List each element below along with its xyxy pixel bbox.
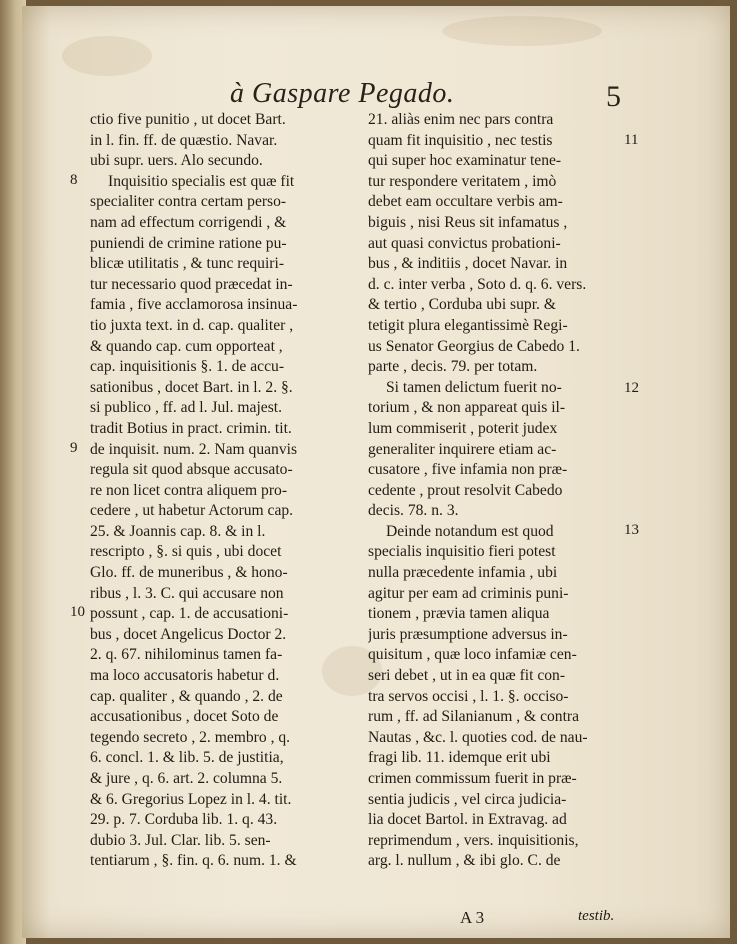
margin-number: 12 <box>624 380 639 396</box>
text-line: & tertio , Corduba ubi supr. & <box>368 296 556 314</box>
text-line: seri debet , ut in ea quæ fit con- <box>368 667 566 685</box>
text-line: fragi lib. 11. idemque erit ubi <box>368 749 551 767</box>
text-line: reprimendum , vers. inquisitionis, <box>368 831 579 849</box>
text-line: sationibus , docet Bart. in l. 2. §. <box>90 378 293 396</box>
text-line: famia , five acclamorosa insinua- <box>90 296 298 314</box>
right-text-column <box>368 110 624 872</box>
text-line: quisitum , quæ loco infamiæ cen- <box>368 646 577 664</box>
paper-stain <box>442 16 602 46</box>
text-line: si publico , ff. ad l. Jul. majest. <box>90 399 283 417</box>
text-line: agitur per eam ad criminis puni- <box>368 584 569 602</box>
text-line: juris præsumptione adversus in- <box>368 625 568 643</box>
text-line: 6. concl. 1. & lib. 5. de justitia, <box>90 749 284 767</box>
text-line: tra servos occisi , l. 1. §. occiso- <box>368 687 569 705</box>
text-line: cedere , ut habetur Actorum cap. <box>90 502 294 520</box>
text-line: d. c. inter verba , Soto d. q. 6. vers. <box>368 275 587 293</box>
text-line: us Senator Georgius de Cabedo 1. <box>368 337 580 355</box>
text-line: crimen commissum fuerit in præ- <box>368 770 577 787</box>
paper-stain <box>62 36 152 76</box>
text-line: accusationibus , docet Soto de <box>90 708 279 726</box>
text-line: re non licet contra aliquem pro- <box>90 481 288 499</box>
text-line: rum , ff. ad Silanianum , & contra <box>368 708 580 726</box>
text-line: puniendi de crimine ratione pu- <box>90 234 287 252</box>
left-text-column <box>90 110 358 872</box>
text-line: 21. aliàs enim nec pars contra <box>368 111 554 128</box>
page-number: 5 <box>606 80 621 113</box>
text-line: & quando cap. cum opporteat , <box>90 337 283 355</box>
text-line: biguis , nisi Reus sit infamatus , <box>368 213 568 231</box>
text-line: nam ad effectum corrigendi , & <box>90 213 287 231</box>
margin-number: 13 <box>624 522 639 538</box>
text-line: 25. & Joannis cap. 8. & in l. <box>90 522 266 540</box>
text-line: possunt , cap. 1. de accusationi- <box>90 605 289 623</box>
text-line: tionem , prævia tamen aliqua <box>368 605 550 623</box>
text-line: 2. q. 67. nihilominus tamen fa- <box>90 646 283 664</box>
text-line: generaliter inquirere etiam ac- <box>368 440 557 458</box>
margin-number: 9 <box>70 440 78 456</box>
text-line: quam fit inquisitio , nec testis <box>368 131 553 149</box>
margin-number: 8 <box>70 172 78 188</box>
text-line: arg. l. nullum , & ibi glo. C. de <box>368 852 561 870</box>
text-line: debet eam occultare verbis am- <box>368 193 563 211</box>
text-line: rescripto , §. si quis , ubi docet <box>90 543 282 561</box>
margin-number: 11 <box>624 132 639 148</box>
text-line: cusatore , five infamia non præ- <box>368 461 568 479</box>
text-line: ubi supr. uers. Alo secundo. <box>90 152 263 170</box>
text-line: Deinde notandum est quod <box>386 522 554 540</box>
text-line: tentiarum , §. fin. q. 6. num. 1. & <box>90 852 297 870</box>
text-line: bus , & inditiis , docet Navar. in <box>368 255 568 273</box>
text-line: dubio 3. Jul. Clar. lib. 5. sen- <box>90 831 271 849</box>
text-line: sentia judicis , vel circa judicia- <box>368 790 567 808</box>
text-line: regula sit quod absque accusato- <box>90 461 293 479</box>
text-line: bus , docet Angelicus Doctor 2. <box>90 625 287 643</box>
text-line: torium , & non appareat quis il- <box>368 399 566 417</box>
text-line: ribus , l. 3. C. qui accusare non <box>90 584 284 602</box>
text-line: lum commiserit , poterit judex <box>368 419 558 437</box>
text-line: de inquisit. num. 2. Nam quanvis <box>90 440 298 458</box>
signature-mark: A 3 <box>460 908 485 927</box>
text-line: tur respondere veritatem , imò <box>368 172 557 190</box>
text-line: cap. inquisitionis §. 1. de accu- <box>90 358 285 376</box>
text-line: specialiter contra certam perso- <box>90 193 287 211</box>
text-line: ma loco accusatoris habetur d. <box>90 667 280 685</box>
text-line: tur necessario quod præcedat in- <box>90 275 293 293</box>
text-line: & 6. Gregorius Lopez in l. 4. tit. <box>90 790 292 808</box>
text-line: cap. qualiter , & quando , 2. de <box>90 687 283 705</box>
text-line: lia docet Bartol. in Extravag. ad <box>368 811 567 829</box>
text-line: aut quasi convictus probationi- <box>368 234 561 252</box>
text-line: qui super hoc examinatur tene- <box>368 152 562 170</box>
text-line: Si tamen delictum fuerit no- <box>386 378 562 396</box>
text-line: & jure , q. 6. art. 2. columna 5. <box>90 770 283 787</box>
running-title: à Gaspare Pegado. <box>230 78 455 109</box>
margin-number: 10 <box>70 604 85 620</box>
text-line: specialis inquisitio fieri potest <box>368 543 556 561</box>
text-line: tegendo secreto , 2. membro , q. <box>90 728 291 746</box>
text-line: Nautas , &c. l. quoties cod. de nau- <box>368 728 588 746</box>
text-line: tio juxta text. in d. cap. qualiter , <box>90 316 294 334</box>
text-line: tetigit plura elegantissimè Regi- <box>368 316 568 334</box>
text-line: ctio five punitio , ut docet Bart. <box>90 111 286 128</box>
text-line: cedente , prout resolvit Cabedo <box>368 481 563 499</box>
text-line: 29. p. 7. Corduba lib. 1. q. 43. <box>90 811 278 829</box>
text-line: Glo. ff. de muneribus , & hono- <box>90 564 288 582</box>
text-line: nulla præcedente infamia , ubi <box>368 564 558 582</box>
text-line: decis. 78. n. 3. <box>368 502 459 520</box>
catchword: testib. <box>578 908 615 924</box>
text-line: Inquisitio specialis est quæ fit <box>108 172 295 190</box>
text-line: in l. fin. ff. de quæstio. Navar. <box>90 131 278 149</box>
text-line: blicæ utilitatis , & tunc requiri- <box>90 255 285 273</box>
text-line: tradit Botius in pract. crimin. tit. <box>90 419 292 437</box>
text-line: parte , decis. 79. per totam. <box>368 358 538 376</box>
